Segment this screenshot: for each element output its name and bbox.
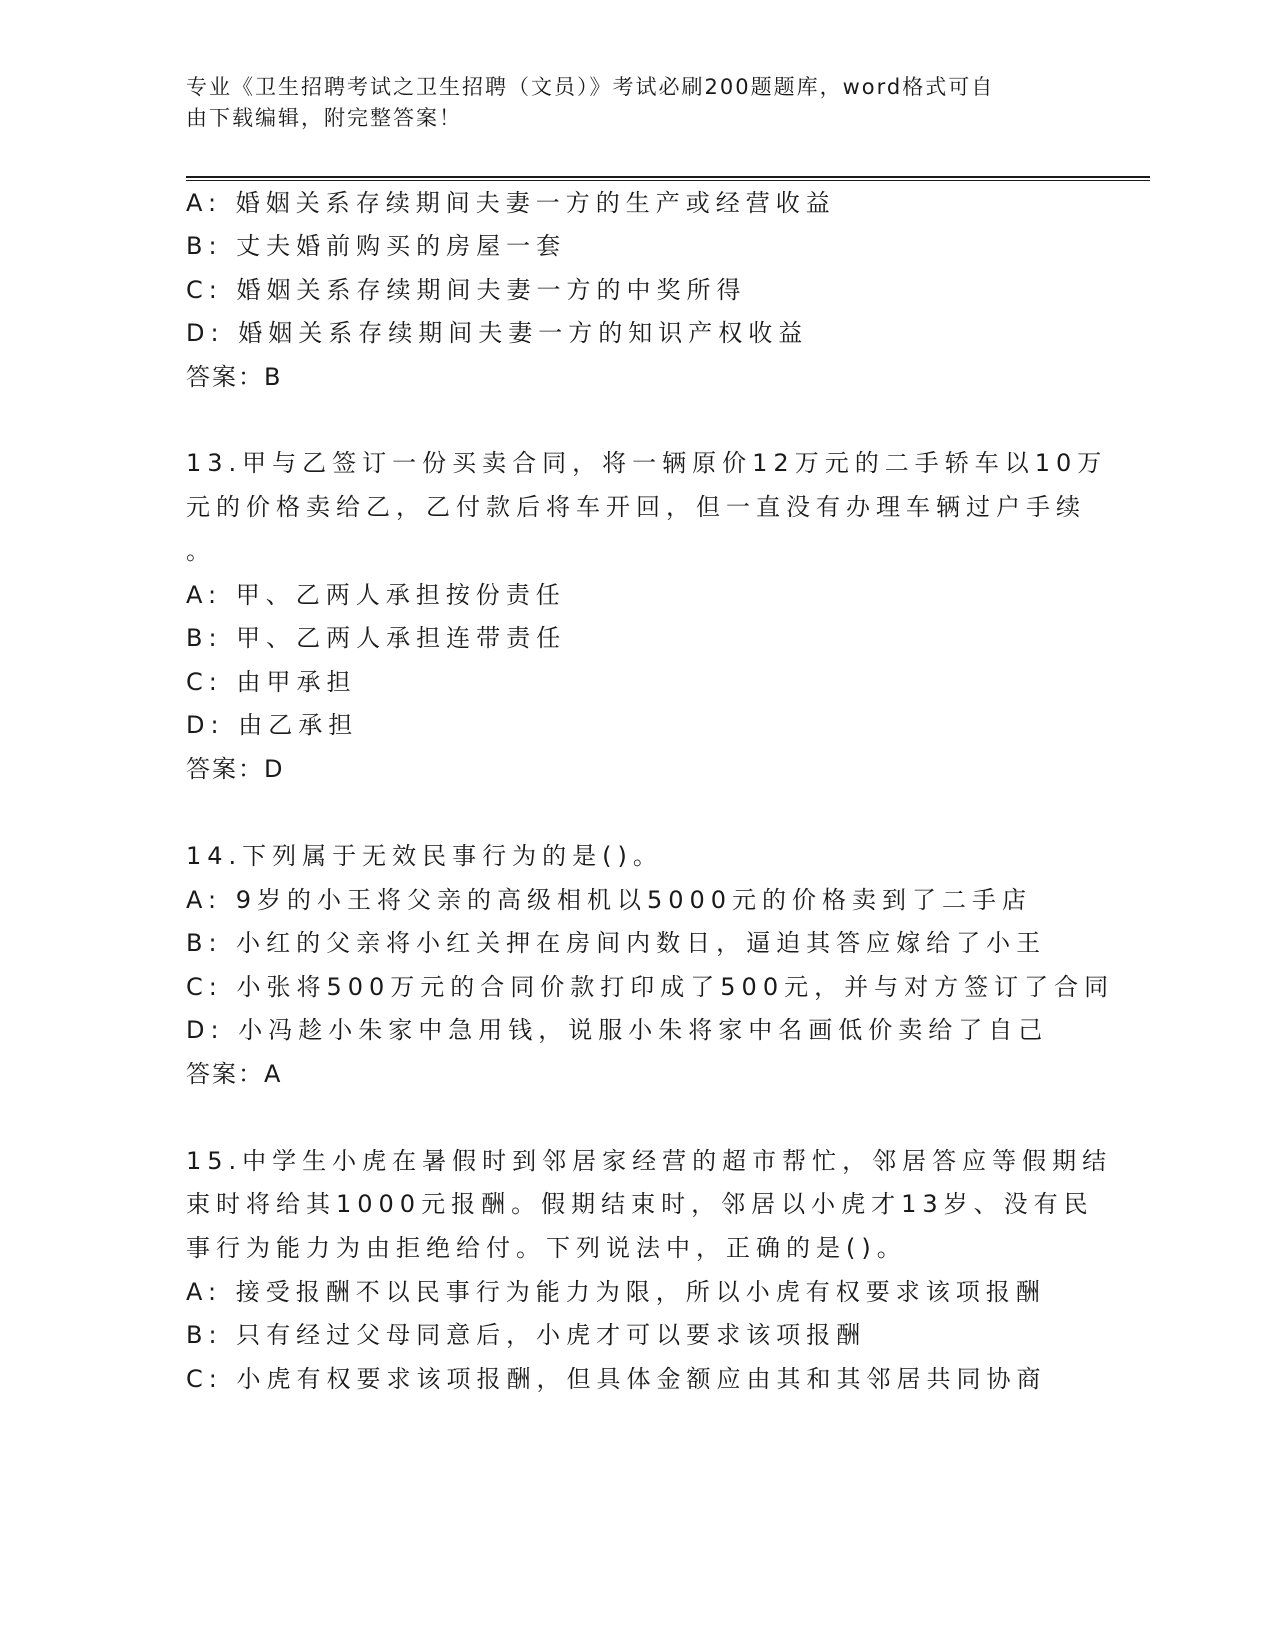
q15-option-c: C: 小虎有权要求该项报酬，但具体金额应由其和其邻居共同协商 xyxy=(186,1365,1047,1393)
header-divider-thick xyxy=(186,176,1150,178)
header-line-2: 由下载编辑，附完整答案！ xyxy=(186,106,462,130)
q13-option-c: C: 由甲承担 xyxy=(186,668,357,696)
header-line-1: 专业《卫生招聘考试之卫生招聘（文员）》考试必刷200题题库，word格式可自 xyxy=(186,75,995,99)
q15-stem-line-3: 事行为能力为由拒绝给付。下列说法中，正确的是()。 xyxy=(186,1234,907,1262)
q13-option-a: A: 甲、乙两人承担按份责任 xyxy=(186,581,566,609)
q15-option-b: B: 只有经过父母同意后，小虎才可以要求该项报酬 xyxy=(186,1321,867,1349)
q13-option-b: B: 甲、乙两人承担连带责任 xyxy=(186,624,567,652)
q14-option-c: C: 小张将500万元的合同价款打印成了500元，并与对方签订了合同 xyxy=(186,973,1115,1001)
q12-option-a: A: 婚姻关系存续期间夫妻一方的生产或经营收益 xyxy=(186,189,836,217)
q13-answer: 答案：D xyxy=(186,755,285,783)
q14-option-d: D: 小冯趁小朱家中急用钱，说服小朱将家中名画低价卖给了自己 xyxy=(186,1016,1049,1044)
q14-stem-line-1: 14.下列属于无效民事行为的是()。 xyxy=(186,842,663,870)
q12-option-c: C: 婚姻关系存续期间夫妻一方的中奖所得 xyxy=(186,276,747,304)
q13-stem-line-2: 元的价格卖给乙，乙付款后将车开回，但一直没有办理车辆过户手续 xyxy=(186,493,1086,521)
q12-answer: 答案：B xyxy=(186,363,283,391)
q12-option-d: D: 婚姻关系存续期间夫妻一方的知识产权收益 xyxy=(186,319,809,347)
q14-option-b: B: 小红的父亲将小红关押在房间内数日，逼迫其答应嫁给了小王 xyxy=(186,929,1047,957)
header-divider-thin xyxy=(186,180,1150,181)
q15-stem-line-1: 15.中学生小虎在暑假时到邻居家经营的超市帮忙，邻居答应等假期结 xyxy=(186,1147,1113,1175)
document-header xyxy=(186,72,1066,134)
q15-stem-line-2: 束时将给其1000元报酬。假期结束时，邻居以小虎才13岁、没有民 xyxy=(186,1190,1094,1218)
q14-answer: 答案：A xyxy=(186,1060,283,1088)
q12-option-b: B: 丈夫婚前购买的房屋一套 xyxy=(186,232,567,260)
q13-option-d: D: 由乙承担 xyxy=(186,711,359,739)
q13-stem-line-1: 13.甲与乙签订一份买卖合同，将一辆原价12万元的二手轿车以10万 xyxy=(186,449,1108,477)
q15-option-a: A: 接受报酬不以民事行为能力为限，所以小虎有权要求该项报酬 xyxy=(186,1278,1046,1306)
q13-stem-line-3: 。 xyxy=(186,537,216,565)
q14-option-a: A: 9岁的小王将父亲的高级相机以5000元的价格卖到了二手店 xyxy=(186,886,1033,914)
